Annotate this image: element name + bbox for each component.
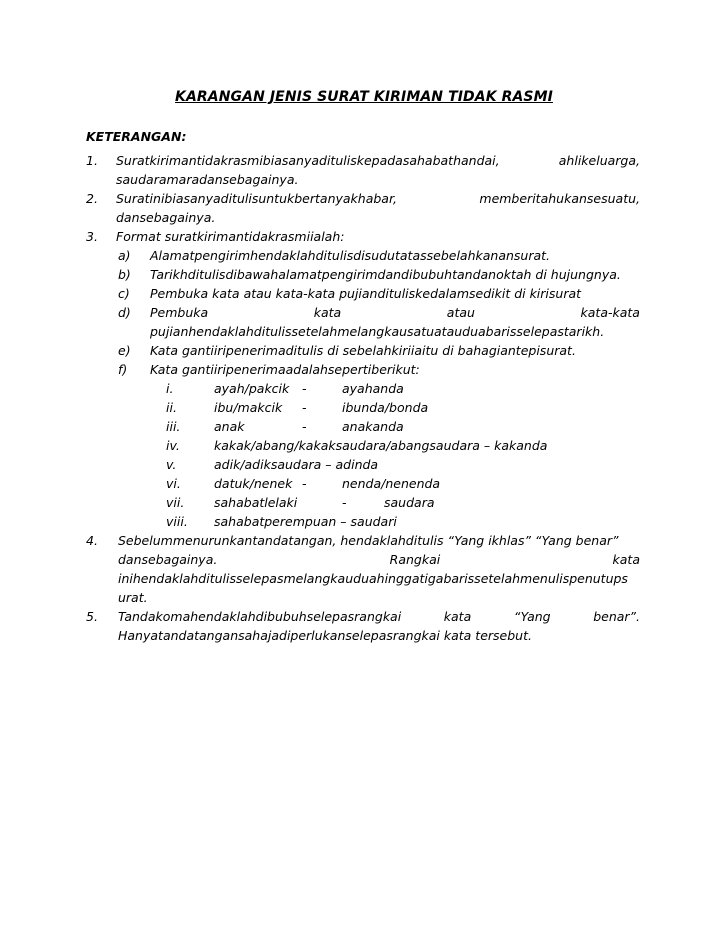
roman-number: ii.: [166, 400, 177, 415]
sub-text-c: Pembuka kata atau kata-kata pujiandituliskedalamsedikit di kirisurat: [150, 286, 582, 301]
sub-text-e: Kata gantiiripenerimaditulis di sebelahkiriiaitu di bahagiantepisurat.: [150, 343, 576, 358]
dash-text: -: [342, 495, 347, 510]
equivalent-text: ayahanda: [342, 381, 404, 396]
equivalent-text: anakanda: [342, 419, 404, 434]
sub-label-b: b): [118, 267, 131, 282]
text-segment: benar”.: [593, 609, 640, 624]
item-4-line-4: urat.: [118, 590, 148, 605]
text-segment: ahlikeluarga,: [558, 153, 640, 168]
equivalent-text: nenda/nenenda: [342, 476, 441, 491]
sub-label-d: d): [118, 305, 131, 320]
roman-list-item: [0, 398, 728, 417]
sub-text-a: Alamatpengirimhendaklahditulisdisudutatassebelahkanansurat.: [150, 248, 551, 263]
text-segment: dansebagainya.: [118, 552, 218, 567]
term-text: anak: [214, 419, 245, 434]
item-5-line-2: Hanyatandatangansahajadiperlukanselepasrangkai kata tersebut.: [118, 628, 532, 643]
roman-list-item: [0, 474, 728, 493]
text-segment: kata-kata: [580, 305, 640, 320]
roman-list-item: [0, 493, 728, 512]
dash-text: -: [302, 381, 307, 396]
sub-text-d-line-2: pujianhendaklahditulissetelahmelangkausatuatauduabarisselepastarikh.: [150, 324, 605, 339]
text-segment: kata: [612, 552, 640, 567]
dash-text: -: [302, 419, 307, 434]
item-4-line-1: Sebelummenurunkantandatangan, hendaklahditulis “Yang ikhlas” “Yang benar”: [118, 533, 619, 548]
text-segment: Rangkai: [389, 552, 441, 567]
roman-list-item: [0, 436, 728, 455]
text-segment: memberitahukansesuatu,: [479, 191, 640, 206]
term-text: sahabatlelaki: [214, 495, 298, 510]
equivalent-text: ibunda/bonda: [342, 400, 429, 415]
item-number-2: 2.: [86, 191, 98, 206]
item-1-line-1: [116, 151, 640, 170]
sub-text-d-line-1: [150, 303, 640, 322]
item-number-5: 5.: [86, 609, 98, 624]
roman-list-item: [0, 455, 728, 474]
item-1-line-2: saudaramaradansebagainya.: [116, 172, 299, 187]
roman-list-item: [0, 512, 728, 531]
roman-number: v.: [166, 457, 177, 472]
item-2-line-1: [116, 189, 640, 208]
item-number-1: 1.: [86, 153, 98, 168]
term-text: ibu/makcik: [214, 400, 283, 415]
sub-text-f: Kata gantiiripenerimaadalahsepertiberikut:: [150, 362, 420, 377]
term-text: adik/adiksaudara – adinda: [214, 457, 379, 472]
item-3-line-1: Format suratkirimantidakrasmiialah:: [116, 229, 345, 244]
sub-text-b: Tarikhditulisdibawahalamatpengirimdandibubuhtandanoktah di hujungnya.: [150, 267, 621, 282]
text-segment: kata: [313, 305, 342, 320]
item-5-line-1: [118, 607, 640, 626]
roman-list-item: [0, 379, 728, 398]
page-title: KARANGAN JENIS SURAT KIRIMAN TIDAK RASMI: [175, 89, 553, 105]
roman-list-item: [0, 417, 728, 436]
roman-number: iii.: [166, 419, 181, 434]
text-segment: Suratkirimantidakrasmibiasanyadituliskepadasahabathandai,: [116, 153, 500, 168]
item-2-line-2: dansebagainya.: [116, 210, 216, 225]
text-segment: kata: [443, 609, 472, 624]
roman-number: vii.: [166, 495, 185, 510]
item-number-3: 3.: [86, 229, 98, 244]
sub-label-f: f): [118, 362, 128, 377]
text-segment: “Yang: [513, 609, 551, 624]
section-heading: KETERANGAN:: [86, 129, 187, 144]
dash-text: -: [302, 476, 307, 491]
roman-number: viii.: [166, 514, 188, 529]
term-text: kakak/abang/kakaksaudara/abangsaudara – kakanda: [214, 438, 548, 453]
sub-label-e: e): [118, 343, 131, 358]
text-segment: atau: [446, 305, 475, 320]
sub-label-c: c): [118, 286, 130, 301]
text-segment: Suratinibiasanyaditulisuntukbertanyakhabar,: [116, 191, 397, 206]
roman-number: vi.: [166, 476, 181, 491]
term-text: sahabatperempuan – saudari: [214, 514, 397, 529]
item-4-line-2: [118, 550, 640, 569]
sub-label-a: a): [118, 248, 131, 263]
equivalent-text: saudara: [384, 495, 435, 510]
term-text: datuk/nenek: [214, 476, 293, 491]
item-4-line-3: inihendaklahditulisselepasmelangkauduahinggatigabarissetelahmenulispenutups: [118, 571, 628, 586]
roman-number: iv.: [166, 438, 180, 453]
item-number-4: 4.: [86, 533, 98, 548]
text-segment: Pembuka: [150, 305, 209, 320]
roman-number: i.: [166, 381, 174, 396]
text-segment: Tandakomahendaklahdibubuhselepasrangkai: [118, 609, 402, 624]
term-text: ayah/pakcik: [214, 381, 290, 396]
dash-text: -: [302, 400, 307, 415]
